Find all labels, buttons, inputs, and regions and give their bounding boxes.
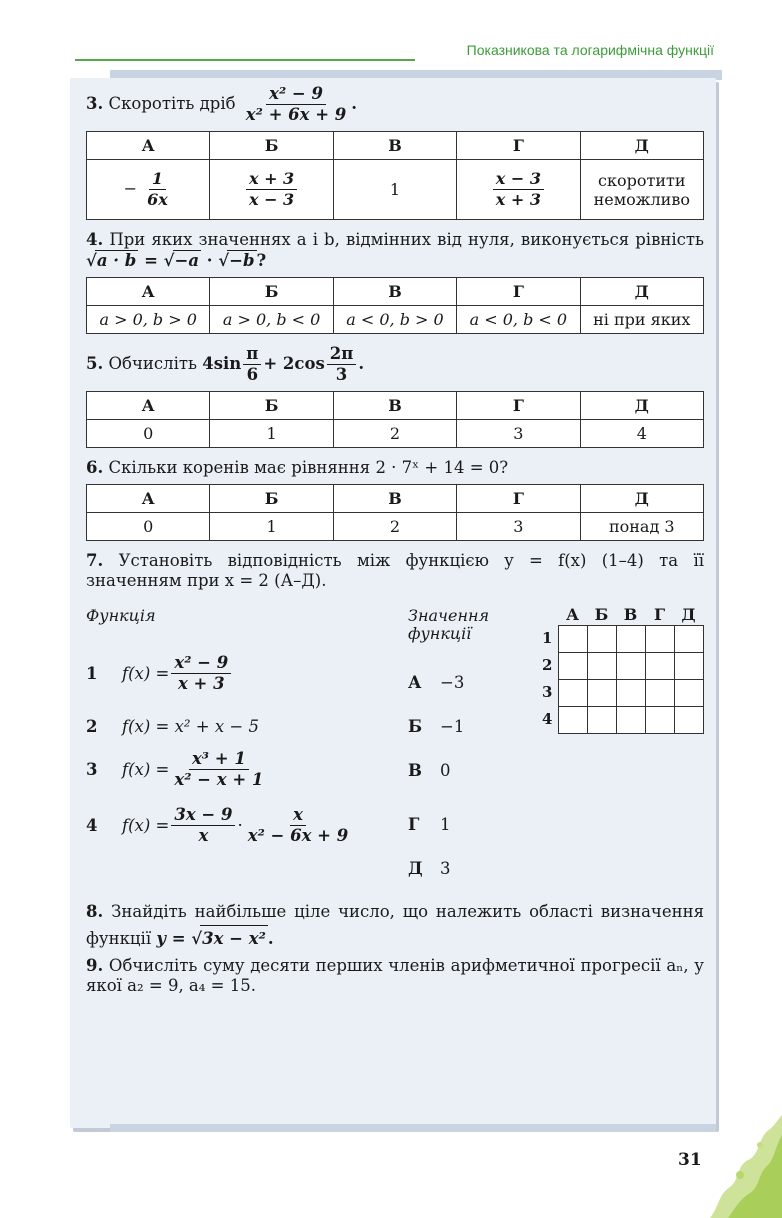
fraction-denominator: x + 3 xyxy=(177,674,225,693)
task-6 xyxy=(86,458,704,541)
radicand: −b xyxy=(229,251,255,270)
answer-cell: a < 0, b < 0 xyxy=(457,306,580,334)
function-row-3 xyxy=(86,749,268,790)
column-heading-value: Значення функції xyxy=(408,606,490,643)
task-9-question xyxy=(86,956,704,996)
grid-cell[interactable] xyxy=(617,707,646,734)
header-cell: Д xyxy=(580,278,703,306)
fraction-numerator: π xyxy=(243,344,261,365)
fraction xyxy=(243,84,350,125)
answer-cell: 3 xyxy=(457,513,580,541)
expression-part: + 2cos xyxy=(263,354,325,373)
grid-cell[interactable] xyxy=(675,707,704,734)
grid-cell[interactable] xyxy=(588,707,617,734)
answer-cell: 0 xyxy=(87,513,210,541)
task-number: 4. xyxy=(86,230,104,249)
fraction-numerator: x³ + 1 xyxy=(189,749,249,770)
grid-cell[interactable] xyxy=(588,653,617,680)
fraction-numerator: x xyxy=(290,805,306,826)
fraction xyxy=(171,749,266,790)
row-index: 2 xyxy=(86,717,98,736)
value-letter: Д xyxy=(408,859,423,878)
fraction-denominator: 6 xyxy=(246,365,259,384)
fraction-denominator: x − 3 xyxy=(248,190,295,209)
answer-cell: 1 xyxy=(210,513,333,541)
value-number: 3 xyxy=(440,859,451,878)
answer-cell-d xyxy=(457,160,580,220)
value-letter: Г xyxy=(408,815,420,834)
fraction-numerator: 3x − 9 xyxy=(171,805,235,826)
header-cell: А xyxy=(87,392,210,420)
fraction xyxy=(243,344,261,385)
answer-cell: 2 xyxy=(333,513,456,541)
punctuation: . xyxy=(351,94,358,113)
answer-cell-b xyxy=(210,160,333,220)
fraction xyxy=(144,169,171,210)
header-cell: Б xyxy=(210,392,333,420)
grid-cell[interactable] xyxy=(617,680,646,707)
value-row xyxy=(408,761,451,781)
task-number: 3. xyxy=(86,94,104,113)
tasks-content xyxy=(86,84,704,1004)
row-index: 1 xyxy=(86,663,98,683)
answer-grid-row-labels xyxy=(542,625,558,734)
answer-table-5 xyxy=(86,391,704,448)
fraction xyxy=(493,169,544,210)
task-9 xyxy=(86,956,704,996)
task-6-question xyxy=(86,458,704,478)
answer-cell: понад 3 xyxy=(580,513,703,541)
grid-row-label: 4 xyxy=(542,710,553,728)
grid-row-label: 2 xyxy=(542,656,553,674)
task-3 xyxy=(86,84,704,220)
header-cell: Д xyxy=(580,485,703,513)
grid-cell[interactable] xyxy=(675,626,704,653)
header-cell: А xyxy=(87,278,210,306)
answer-cell: 1 xyxy=(210,420,333,448)
expression-part: 4sin xyxy=(202,354,242,373)
grid-cell[interactable] xyxy=(588,680,617,707)
function-row-4 xyxy=(86,805,353,846)
task-number: 6. xyxy=(86,458,104,477)
answer-table-4 xyxy=(86,277,704,334)
header-cell: Б xyxy=(210,132,333,160)
fraction-numerator: 2π xyxy=(327,344,357,365)
punctuation: . xyxy=(358,354,365,373)
grid-cell[interactable] xyxy=(675,680,704,707)
function-lhs: f(x) = xyxy=(122,663,170,683)
task-text: Обчисліть xyxy=(108,354,197,373)
header-cell: А xyxy=(87,485,210,513)
fraction-denominator: x xyxy=(198,826,209,845)
grid-column-label: Б xyxy=(594,605,609,624)
task-7-question xyxy=(86,551,704,591)
header-cell: В xyxy=(333,132,456,160)
grid-cell[interactable] xyxy=(646,626,675,653)
grid-cell[interactable] xyxy=(559,626,588,653)
fraction xyxy=(245,805,352,846)
grid-cell[interactable] xyxy=(559,707,588,734)
fraction-numerator: x² − 9 xyxy=(266,84,326,105)
fraction-numerator: x² − 9 xyxy=(171,653,231,674)
task-text: При яких значеннях a і b, відмінних від нуля, виконується рівність xyxy=(109,230,704,249)
function-row-1 xyxy=(86,653,233,694)
task-text: Скоротіть дріб xyxy=(108,94,236,113)
task-3-question xyxy=(86,84,704,125)
answer-table-6 xyxy=(86,484,704,541)
task-text: Знайдіть найбільше ціле число, що належить області визначення функції xyxy=(86,902,704,948)
grid-cell[interactable] xyxy=(617,653,646,680)
answer-grid xyxy=(542,605,704,734)
task-5-question xyxy=(86,344,704,385)
header-cell: Б xyxy=(210,278,333,306)
task-number: 8. xyxy=(86,902,104,921)
column-heading-function: Функція xyxy=(86,606,156,625)
header-cell: Г xyxy=(457,132,580,160)
minus-sign: − xyxy=(123,179,138,198)
value-number: 1 xyxy=(440,815,451,834)
radicand: a · b xyxy=(96,251,137,270)
task-7 xyxy=(86,551,704,891)
function-lhs: f(x) = xyxy=(122,815,170,835)
fraction-denominator: x + 3 xyxy=(495,190,541,209)
fraction-numerator: 1 xyxy=(149,169,166,190)
row-index: 3 xyxy=(86,759,98,779)
answer-table-3 xyxy=(86,131,704,220)
task-number: 9. xyxy=(86,956,104,975)
fraction-denominator: x² − x + 1 xyxy=(174,770,264,789)
header-cell: В xyxy=(333,278,456,306)
value-letter: В xyxy=(408,761,422,780)
value-row xyxy=(408,815,451,835)
task-number: 7. xyxy=(86,551,104,570)
header-cell: Д xyxy=(580,392,703,420)
row-index: 4 xyxy=(86,815,98,835)
fraction-denominator: 6x xyxy=(147,190,168,209)
header-cell: В xyxy=(333,485,456,513)
grid-row-label: 3 xyxy=(542,683,553,701)
value-letter: Б xyxy=(408,717,423,736)
header-cell: В xyxy=(333,392,456,420)
grid-cell[interactable] xyxy=(559,680,588,707)
grid-cell[interactable] xyxy=(646,653,675,680)
grid-column-label: В xyxy=(623,605,638,624)
header-cell: Г xyxy=(457,278,580,306)
fraction-numerator: x + 3 xyxy=(246,169,297,190)
function-lhs: f(x) = xyxy=(122,759,170,779)
dot-operator: · xyxy=(201,251,219,270)
fraction xyxy=(171,805,235,846)
fraction-denominator: x² − 6x + 9 xyxy=(247,826,349,845)
header-cell: Б xyxy=(210,485,333,513)
value-number: 0 xyxy=(440,761,451,780)
grid-cell[interactable] xyxy=(675,653,704,680)
task-4-question xyxy=(86,230,704,271)
grid-cell[interactable] xyxy=(559,653,588,680)
grid-column-label: Д xyxy=(681,605,696,624)
task-text: Скільки коренів має рівняння 2 · 7ˣ + 14 = 0? xyxy=(108,458,509,477)
grid-column-label: А xyxy=(565,605,580,624)
answer-grid-header xyxy=(558,605,704,625)
task-text: Установіть відповідність між функцією y = f(x) (1–4) та її значенням при x = 2 (А–Д). xyxy=(86,551,704,590)
value-row xyxy=(408,717,464,737)
answer-grid-cells xyxy=(558,625,704,734)
header-cell: Д xyxy=(580,132,703,160)
header-cell: А xyxy=(87,132,210,160)
punctuation: ? xyxy=(256,251,267,270)
page-number: 31 xyxy=(678,1150,702,1170)
answer-cell: a > 0, b < 0 xyxy=(210,306,333,334)
answer-cell-c: 1 xyxy=(333,160,456,220)
function-row-2 xyxy=(86,717,259,737)
fraction xyxy=(246,169,297,210)
answer-cell: a < 0, b > 0 xyxy=(333,306,456,334)
equals-sign: = xyxy=(138,251,164,270)
header-cell: Г xyxy=(457,485,580,513)
running-head: Показникова та логарифмічна функції xyxy=(466,42,714,58)
grid-cell[interactable] xyxy=(588,626,617,653)
fraction xyxy=(171,653,231,694)
fraction-numerator: x − 3 xyxy=(493,169,544,190)
grid-cell[interactable] xyxy=(646,680,675,707)
fraction xyxy=(327,344,357,385)
task-8 xyxy=(86,899,704,952)
answer-cell: ні при яких xyxy=(580,306,703,334)
radicand: −a xyxy=(174,251,200,270)
task-5 xyxy=(86,344,704,448)
task-number: 5. xyxy=(86,354,104,373)
grid-row-label: 1 xyxy=(542,629,553,647)
value-letter: А xyxy=(408,673,422,692)
answer-cell: a > 0, b > 0 xyxy=(87,306,210,334)
answer-cell: 0 xyxy=(87,420,210,448)
panel-shadow-bottom xyxy=(110,1124,716,1132)
fraction-denominator: x² + 6x + 9 xyxy=(245,105,347,124)
answer-cell-a xyxy=(87,160,210,220)
value-number: −1 xyxy=(440,717,465,736)
answer-cell: 4 xyxy=(580,420,703,448)
fraction-denominator: 3 xyxy=(335,365,348,384)
grid-cell[interactable] xyxy=(617,626,646,653)
corner-decoration-icon xyxy=(710,1115,782,1218)
task-4 xyxy=(86,230,704,334)
value-number: −3 xyxy=(440,673,465,692)
function-lhs: y = xyxy=(156,929,192,948)
task-8-question: 8. Знайдіть найбільше ціле число, що належить області визначення функції y = √3x − x² . xyxy=(86,899,704,952)
answer-cell-e: скоротити неможливо xyxy=(580,160,703,220)
punctuation: . xyxy=(267,929,274,948)
grid-column-label: Г xyxy=(653,605,666,624)
function-expression: f(x) = x² + x − 5 xyxy=(122,717,259,736)
dot-operator: · xyxy=(237,815,243,835)
header-rule xyxy=(75,59,415,61)
grid-cell[interactable] xyxy=(646,707,675,734)
matching-block xyxy=(86,601,704,891)
answer-cell: 3 xyxy=(457,420,580,448)
radicand: 3x − x² xyxy=(200,925,268,952)
value-row xyxy=(408,859,451,879)
answer-cell: 2 xyxy=(333,420,456,448)
task-text: Обчисліть суму десяти перших членів арифметичної прогресії aₙ, у якої a₂ = 9, a₄ = 15. xyxy=(86,956,705,995)
equation: √a · b = √−a · √−b ? xyxy=(86,251,267,270)
header-cell: Г xyxy=(457,392,580,420)
value-row xyxy=(408,673,464,693)
